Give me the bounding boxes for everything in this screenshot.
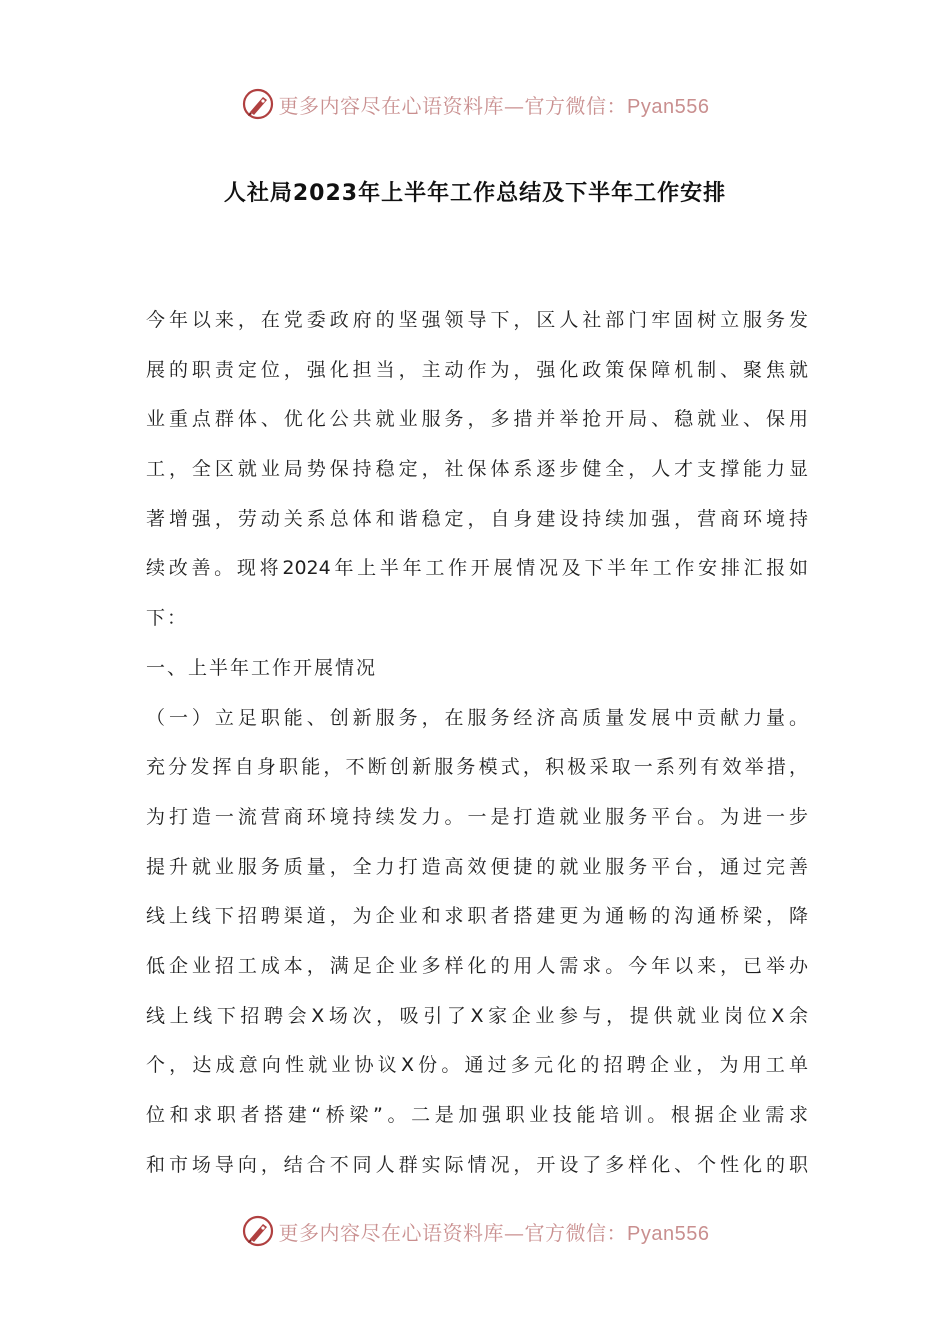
body-line: 个，达成意向性就业协议X份。通过多元化的招聘企业，为用工单 (146, 1054, 808, 1077)
body-line: 业重点群体、优化公共就业服务，多措并举抢开局、稳就业、保用 (146, 408, 808, 431)
watermark-wechat-id: Pyan556 (627, 1222, 710, 1245)
document-title: 人社局2023年上半年工作总结及下半年工作安排 (223, 181, 727, 206)
body-line: 线上线下招聘渠道，为企业和求职者搭建更为通畅的沟通桥梁，降 (146, 905, 808, 928)
body-line: 提升就业服务质量，全力打造高效便捷的就业服务平台，通过完善 (146, 855, 808, 878)
watermark-slogan: 更多内容尽在心语资料库—官方微信： (278, 93, 628, 118)
body-line: 工，全区就业局势保持稳定，社保体系逐步健全，人才支撑能力显 (146, 458, 808, 481)
body-line: 一、上半年工作开展情况 (146, 656, 378, 679)
body-line: 线上线下招聘会X场次，吸引了X家企业参与，提供就业岗位X余 (146, 1004, 808, 1027)
watermark-footer (0, 1211, 950, 1251)
body-line: 展的职责定位，强化担当，主动作为，强化政策保障机制、聚焦就 (146, 358, 808, 381)
pen-nib-logo-icon (241, 87, 275, 121)
body-line: 为打造一流营商环境持续发力。一是打造就业服务平台。为进一步 (146, 805, 808, 828)
pen-nib-logo-icon (241, 1214, 275, 1248)
body-line: 低企业招工成本，满足企业多样化的用人需求。今年以来，已举办 (146, 954, 808, 977)
body-line: 下： (146, 607, 189, 630)
body-line: 和市场导向，结合不同人群实际情况，开设了多样化、个性化的职 (146, 1153, 808, 1176)
body-line: 今年以来，在党委政府的坚强领导下，区人社部门牢固树立服务发 (146, 309, 808, 331)
document-body (146, 296, 808, 1190)
body-line: 充分发挥自身职能，不断创新服务模式，积极采取一系列有效举措， (146, 756, 808, 779)
watermark-wechat-id: Pyan556 (627, 95, 710, 118)
body-line: （一）立足职能、创新服务，在服务经济高质量发展中贡献力量。 (146, 706, 808, 729)
body-line: 位和求职者搭建“桥梁”。二是加强职业技能培训。根据企业需求 (146, 1104, 808, 1126)
body-line: 著增强，劳动关系总体和谐稳定，自身建设持续加强，营商环境持 (146, 507, 808, 530)
watermark-slogan: 更多内容尽在心语资料库—官方微信： (278, 1220, 628, 1245)
watermark-text (279, 90, 710, 119)
body-line: 续改善。现将2024年上半年工作开展情况及下半年工作安排汇报如 (146, 557, 808, 580)
watermark-text (279, 1217, 710, 1246)
watermark-header (0, 84, 950, 124)
